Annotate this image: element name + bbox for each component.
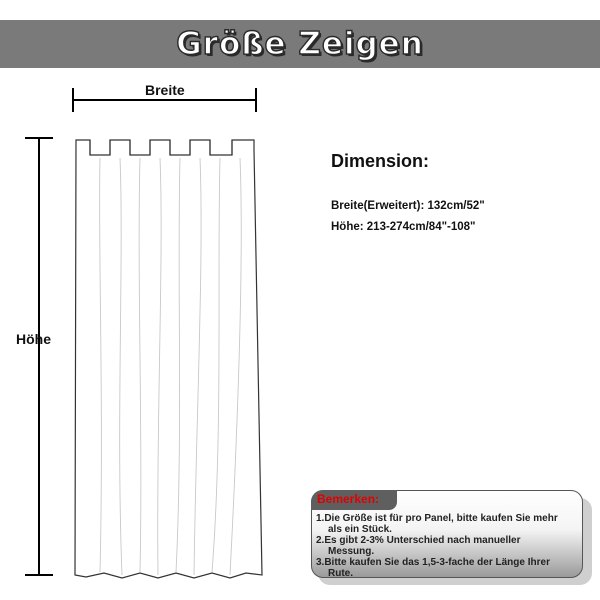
note-1-line-1: 1.Die Größe ist für pro Panel, bitte kaufen Sie mehr xyxy=(316,513,558,524)
banner-title: Größe Zeigen xyxy=(176,26,424,62)
note-2-line-2: Messung. xyxy=(328,546,375,557)
note-item-3 xyxy=(316,557,582,579)
height-dimension-line xyxy=(25,138,53,575)
note-1-line-2: als ein Stück. xyxy=(328,524,392,535)
note-3-line-1: 3.Bitte kaufen Sie das 1,5-3-fache der Länge Ihrer xyxy=(316,557,550,568)
note-3-line-2: Rute. xyxy=(328,568,353,579)
curtain-panel-icon xyxy=(75,140,262,578)
dimension-title: Dimension: xyxy=(331,151,430,171)
height-label: Höhe xyxy=(16,331,51,347)
note-2-line-1: 2.Es gibt 2-3% Unterschied nach manueller xyxy=(316,535,521,546)
note-item-2 xyxy=(316,535,582,557)
notes-title: Bemerken: xyxy=(317,492,380,506)
width-spec: Breite(Erweitert): 132cm/52" xyxy=(331,200,485,212)
width-label: Breite xyxy=(145,82,185,98)
height-spec: Höhe: 213-274cm/84"-108" xyxy=(331,221,476,233)
note-item-1 xyxy=(316,513,582,535)
